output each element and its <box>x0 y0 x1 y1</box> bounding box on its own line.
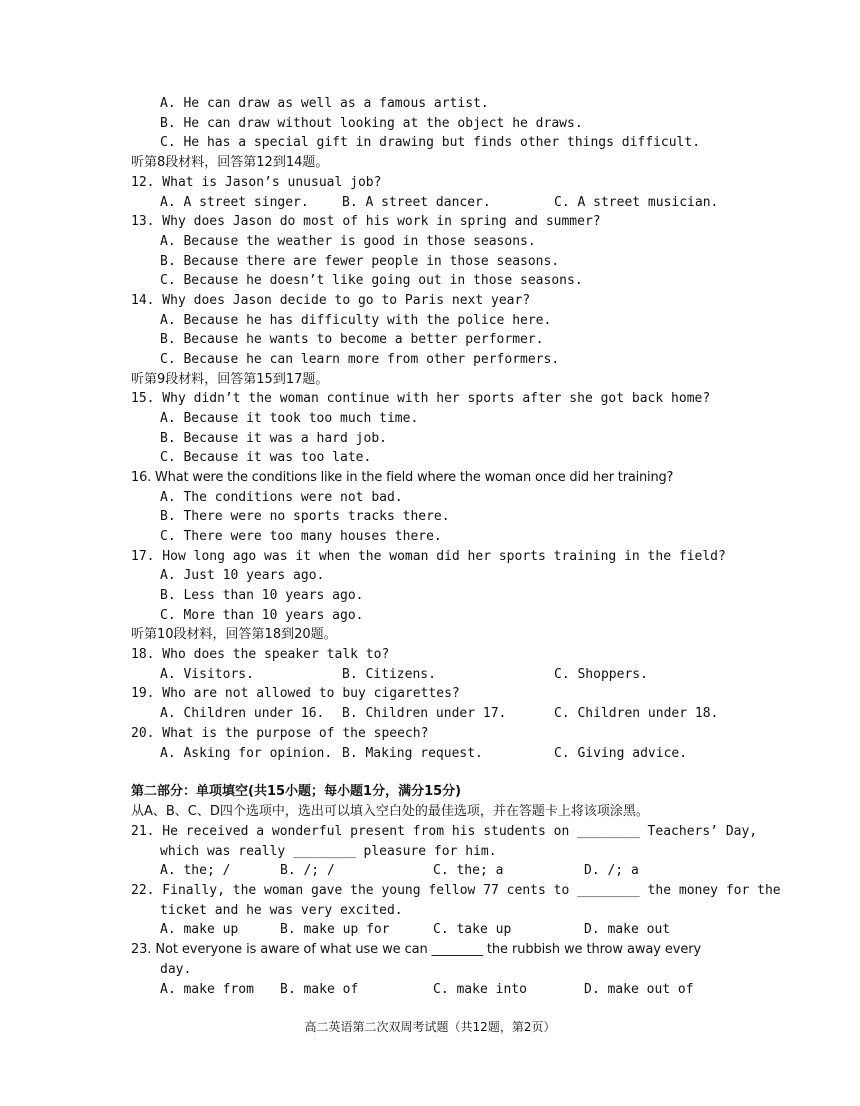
q20-option-a: A. Asking for opinion. <box>160 746 333 761</box>
q18-option-c: C. Shoppers. <box>554 667 648 682</box>
q23-option-d: D. make out of <box>584 982 694 997</box>
q17-option-c: C. More than 10 years ago. <box>160 608 364 623</box>
q18-option-b: B. Citizens. <box>342 667 436 682</box>
q22-option-d: D. make out <box>584 922 671 937</box>
q12-stem: 12. What is Jason’s unusual job? <box>131 175 382 190</box>
q11-option-c: C. He has a special gift in drawing but finds other things difficult. <box>160 135 701 150</box>
q22-stem: 22. Finally, the woman gave the young fellow 77 cents to ________ the money for the <box>131 883 781 898</box>
q23-option-a: A. make from <box>160 982 254 997</box>
part2-instructions: 从A、B、C、D四个选项中，选出可以填入空白处的最佳选项，并在答题卡上将该项涂黑。 <box>131 804 649 819</box>
q22-option-a: A. make up <box>160 922 239 937</box>
q16-stem: 16. What were the conditions like in the field where the woman once did her training? <box>131 470 674 485</box>
q13-option-a: A. Because the weather is good in those seasons. <box>160 234 536 249</box>
q21-option-c: C. the; a <box>433 863 504 878</box>
q13-option-c: C. Because he doesn’t like going out in those seasons. <box>160 273 583 288</box>
q13-option-b: B. Because there are fewer people in those seasons. <box>160 254 560 269</box>
q11-option-b: B. He can draw without looking at the object he draws. <box>160 116 583 131</box>
q14-stem: 14. Why does Jason decide to go to Paris next year? <box>131 293 531 308</box>
q15-option-a: A. Because it took too much time. <box>160 411 419 426</box>
q11-option-a: A. He can draw as well as a famous artist. <box>160 96 489 111</box>
q16-option-a: A. The conditions were not bad. <box>160 490 403 505</box>
q23-option-b: B. make of <box>280 982 359 997</box>
q19-stem: 19. Who are not allowed to buy cigarettes? <box>131 686 460 701</box>
q12-option-b: B. A street dancer. <box>342 195 491 210</box>
q15-option-c: C. Because it was too late. <box>160 450 372 465</box>
q23-stem-continued: day. <box>160 962 192 977</box>
q20-stem: 20. What is the purpose of the speech? <box>131 726 429 741</box>
q14-option-b: B. Because he wants to become a better performer. <box>160 332 544 347</box>
section8-heading: 听第8段材料，回答第12到14题。 <box>131 155 329 170</box>
q21-stem: 21. He received a wonderful present from his students on ________ Teachers’ Day, <box>131 824 758 839</box>
q22-stem-continued: ticket and he was very excited. <box>160 903 403 918</box>
q19-option-c: C. Children under 18. <box>554 706 719 721</box>
q17-option-b: B. Less than 10 years ago. <box>160 588 364 603</box>
q13-stem: 13. Why does Jason do most of his work in spring and summer? <box>131 214 601 229</box>
q21-option-d: D. /; a <box>584 863 639 878</box>
q21-stem-continued: which was really ________ pleasure for him. <box>160 844 497 859</box>
part2-title: 第二部分：单项填空(共15小题；每小题1分，满分15分) <box>131 784 462 799</box>
q21-option-b: B. /; / <box>280 863 335 878</box>
q17-option-a: A. Just 10 years ago. <box>160 568 325 583</box>
q14-option-a: A. Because he has difficulty with the police here. <box>160 313 552 328</box>
q20-option-c: C. Giving advice. <box>554 746 688 761</box>
section9-heading: 听第9段材料，回答第15到17题。 <box>131 372 329 387</box>
q21-option-a: A. the; / <box>160 863 231 878</box>
q19-option-b: B. Children under 17. <box>342 706 507 721</box>
q18-stem: 18. Who does the speaker talk to? <box>131 647 390 662</box>
q16-option-c: C. There were too many houses there. <box>160 529 442 544</box>
q14-option-c: C. Because he can learn more from other performers. <box>160 352 560 367</box>
q12-option-a: A. A street singer. <box>160 195 309 210</box>
q17-stem: 17. How long ago was it when the woman did her sports training in the field? <box>131 549 726 564</box>
q15-option-b: B. Because it was a hard job. <box>160 431 387 446</box>
q12-option-c: C. A street musician. <box>554 195 719 210</box>
q20-option-b: B. Making request. <box>342 746 483 761</box>
q22-option-b: B. make up for <box>280 922 390 937</box>
q16-option-b: B. There were no sports tracks there. <box>160 509 450 524</box>
q18-option-a: A. Visitors. <box>160 667 254 682</box>
section10-heading: 听第10段材料，回答第18到20题。 <box>131 627 337 642</box>
page-footer: 高二英语第二次双周考试题（共12题，第2页） <box>304 1020 556 1034</box>
q23-stem: 23. Not everyone is aware of what use we can ________ the rubbish we throw away every <box>131 942 702 957</box>
q23-option-c: C. make into <box>433 982 527 997</box>
q22-option-c: C. take up <box>433 922 512 937</box>
q19-option-a: A. Children under 16. <box>160 706 325 721</box>
q15-stem: 15. Why didn’t the woman continue with her sports after she got back home? <box>131 391 711 406</box>
